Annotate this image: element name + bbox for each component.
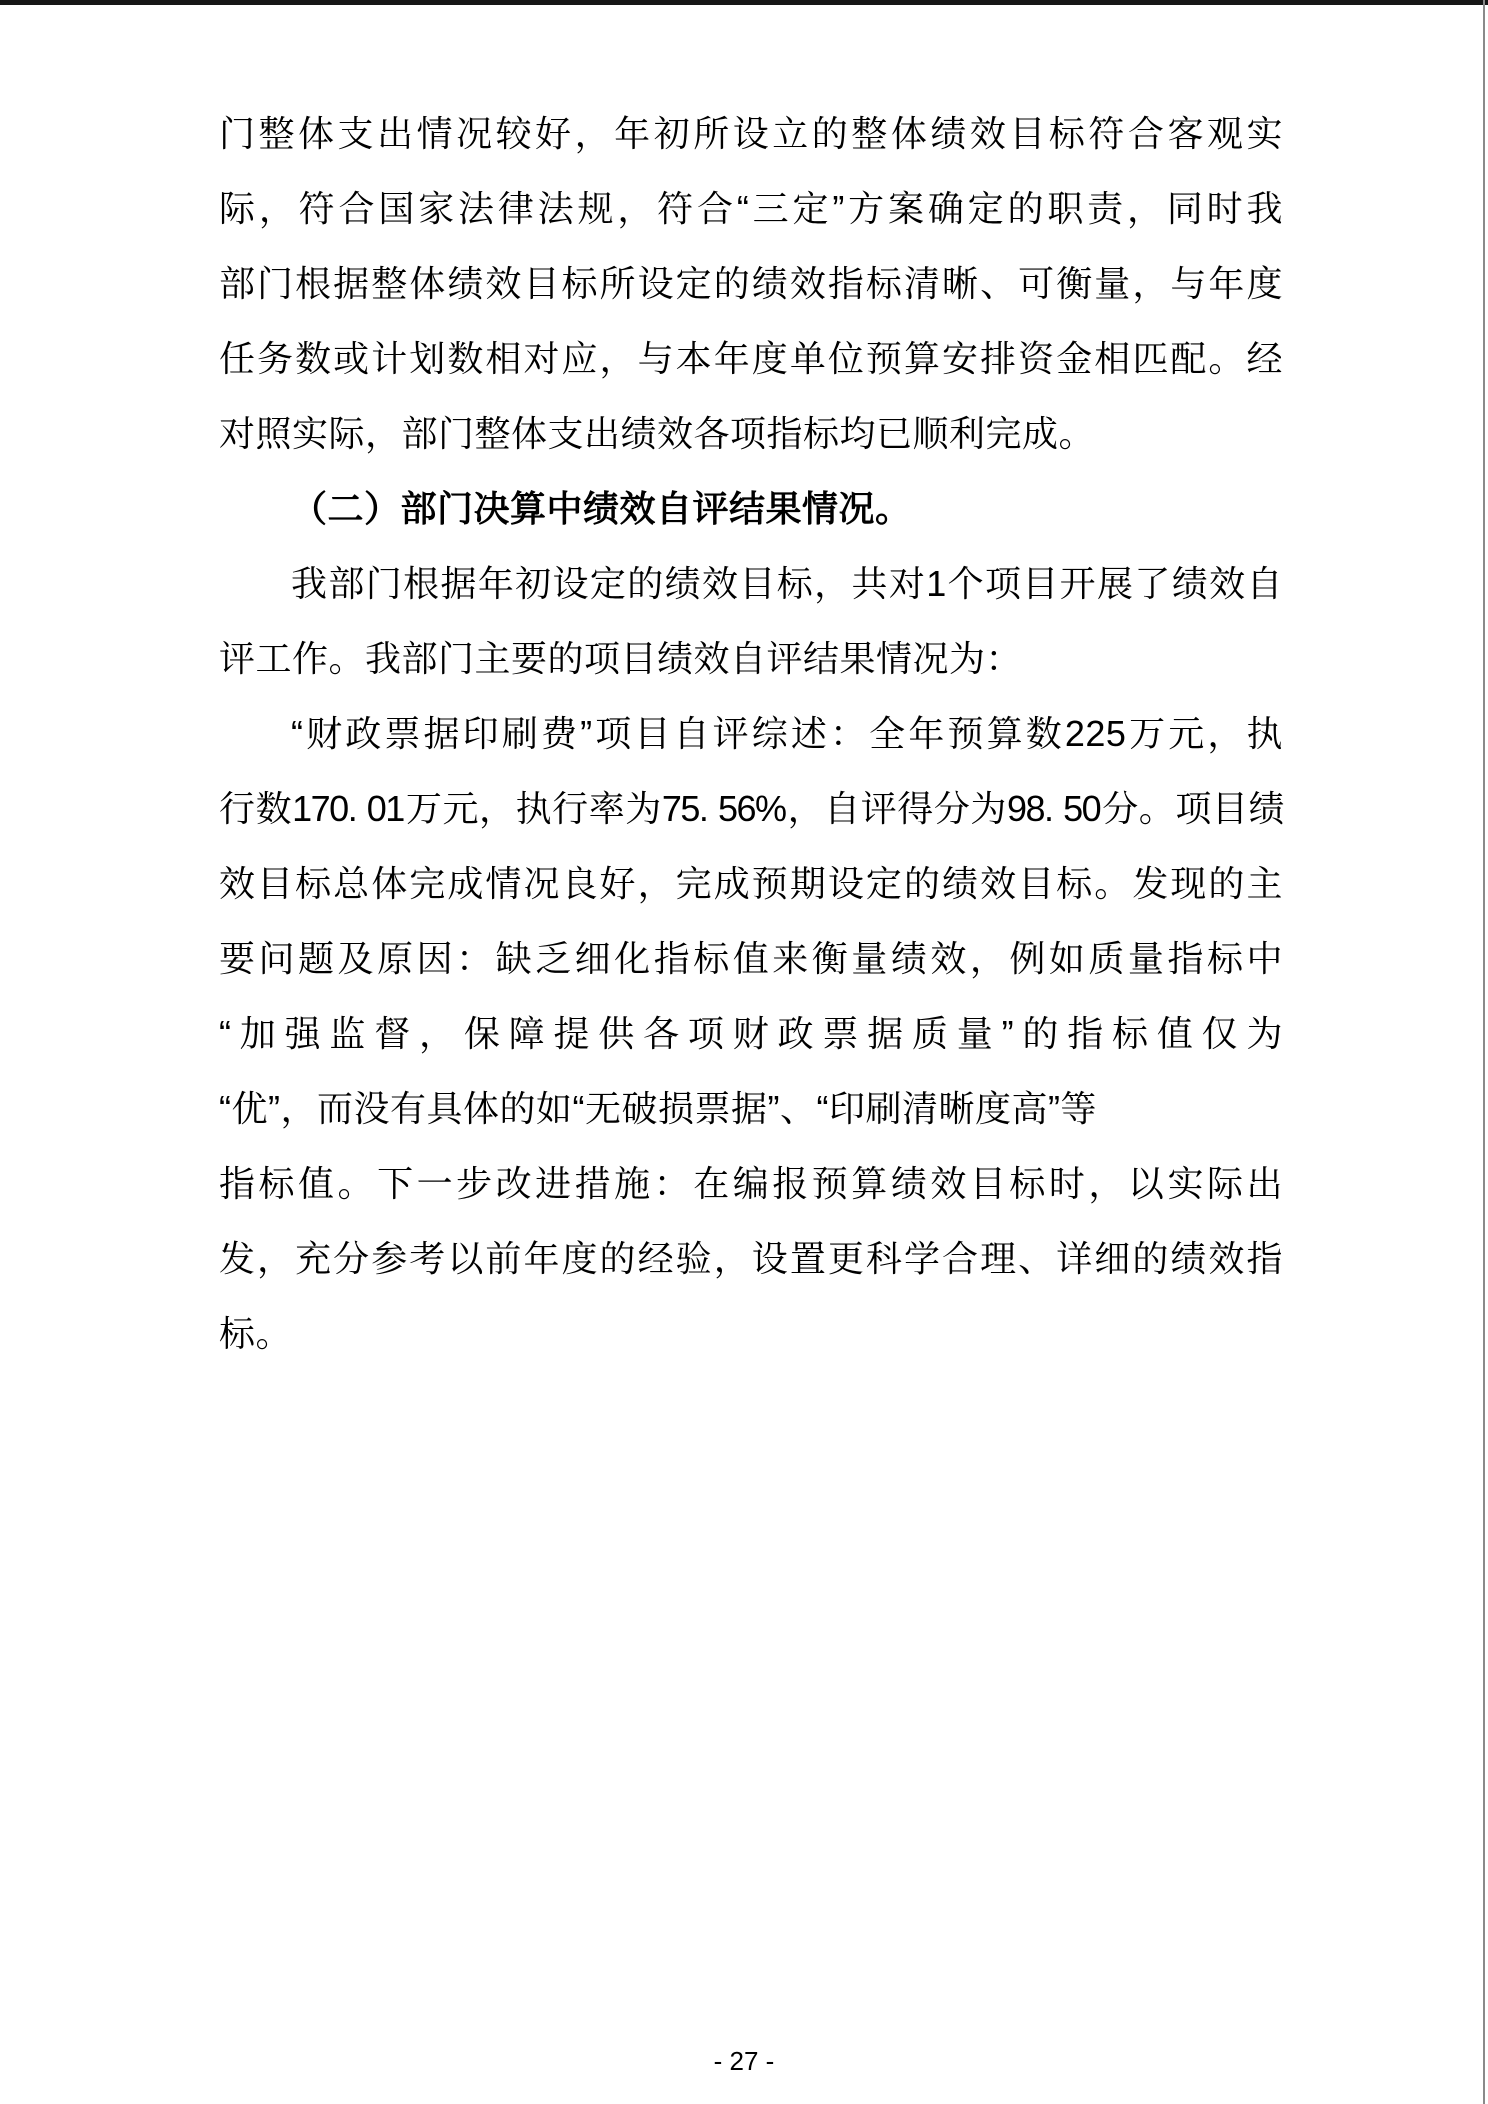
scan-edge-right — [1483, 0, 1485, 2104]
body-line-12: 要问题及原因：缺乏细化指标值来衡量绩效，例如质量指标中 — [219, 938, 1283, 979]
body-line-16: 发，充分参考以前年度的经验，设置更科学合理、详细的绩效指 — [219, 1238, 1283, 1279]
body-line-13: “加强监督，保障提供各项财政票据质量”的指标值仅为 — [219, 1013, 1283, 1054]
body-line-5: 对照实际，部门整体支出绩效各项指标均已顺利完成。 — [219, 413, 1096, 454]
body-line-14: “优”，而没有具体的如“无破损票据”、“印刷清晰度高”等 — [219, 1088, 1097, 1129]
body-line-2: 际，符合国家法律法规，符合“三定”方案确定的职责，同时我 — [219, 188, 1283, 229]
body-line-10: 行数170. 01万元，执行率为75. 56%，自评得分为98. 50分。项目绩 — [219, 788, 1283, 829]
page-number: - 27 - — [713, 2046, 775, 2076]
body-line-15: 指标值。下一步改进措施：在编报预算绩效目标时，以实际出 — [219, 1163, 1283, 1204]
body-line-7: 我部门根据年初设定的绩效目标，共对1个项目开展了绩效自 — [291, 563, 1283, 604]
body-line-4: 任务数或计划数相对应，与本年度单位预算安排资金相匹配。经 — [219, 338, 1283, 379]
body-text — [219, 96, 1283, 1371]
body-line-11: 效目标总体完成情况良好，完成预期设定的绩效目标。发现的主 — [219, 863, 1283, 904]
body-line-9: “财政票据印刷费”项目自评综述：全年预算数225万元，执 — [291, 713, 1283, 754]
body-line-17: 标。 — [219, 1313, 293, 1354]
body-line-8: 评工作。我部门主要的项目绩效自评结果情况为： — [219, 638, 1023, 679]
body-line-3: 部门根据整体绩效目标所设定的绩效指标清晰、可衡量，与年度 — [219, 263, 1283, 304]
section-heading: （二）部门决算中绩效自评结果情况。 — [291, 488, 912, 529]
body-line-1: 门整体支出情况较好，年初所设立的整体绩效目标符合客观实 — [219, 113, 1283, 154]
scan-edge-top — [0, 0, 1488, 5]
